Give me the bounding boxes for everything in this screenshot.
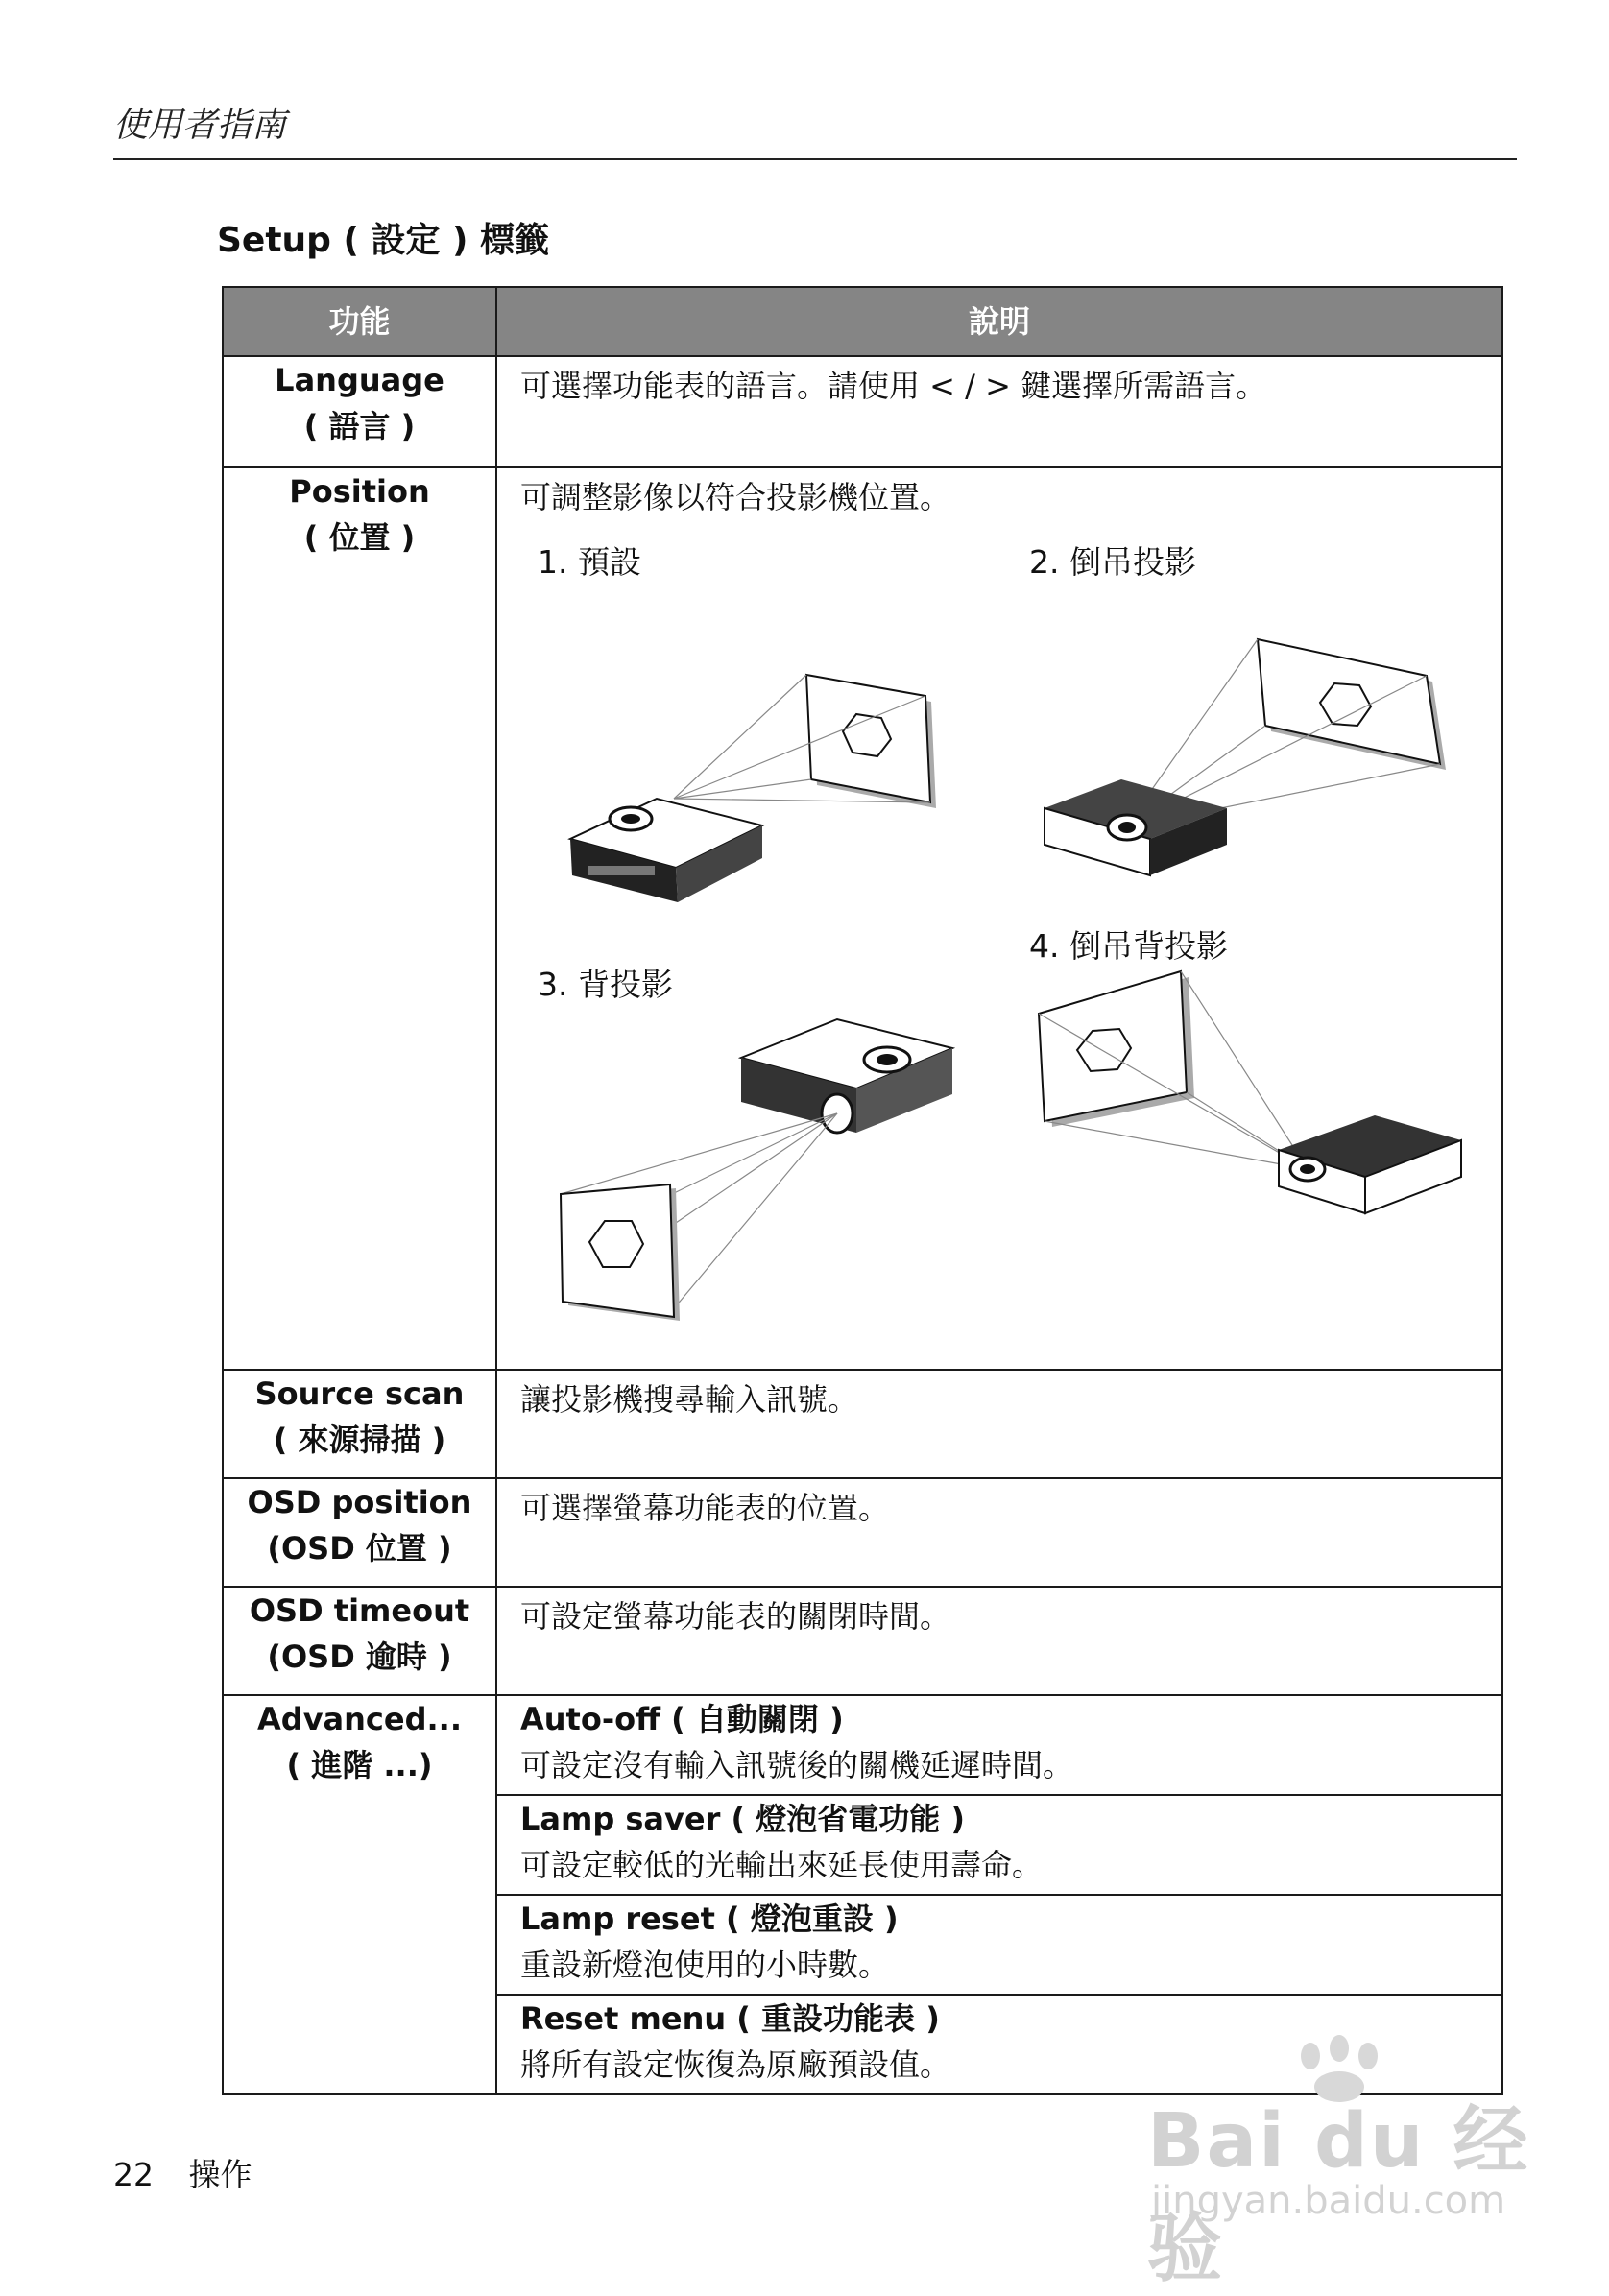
desc-osd-position: 可選擇螢幕功能表的位置。 (496, 1478, 1502, 1587)
advanced-item-title: Reset menu ( 重設功能表 ) (520, 2000, 940, 2037)
header-description: 說明 (496, 287, 1502, 356)
advanced-item-title: Lamp saver ( 燈泡省電功能 ) (520, 1801, 966, 1837)
screen-icon (1258, 639, 1446, 770)
fn-label-zh: (OSD 逾時 ) (267, 1638, 452, 1675)
fn-label-zh: ( 位置 ) (303, 519, 416, 556)
settings-table (222, 286, 1503, 2095)
page-number: 22 (113, 2156, 154, 2193)
illustration-rear (549, 1000, 991, 1346)
mode-label-front: 1. 預設 (538, 543, 641, 581)
mode-label-ceiling: 2. 倒吊投影 (1029, 543, 1196, 581)
projector-icon (741, 1019, 952, 1133)
advanced-item-title: Auto-off ( 自動關閉 ) (520, 1701, 844, 1737)
desc-osd-timeout: 可設定螢幕功能表的關閉時間。 (496, 1587, 1502, 1695)
header-function: 功能 (223, 287, 496, 356)
fn-label-en: Source scan (254, 1375, 465, 1412)
fn-label-zh: (OSD 位置 ) (267, 1530, 452, 1567)
fn-language (223, 356, 496, 467)
table-header-row (223, 287, 1502, 356)
fn-label-en: OSD position (247, 1484, 472, 1520)
fn-label-zh: ( 來源掃描 ) (273, 1422, 446, 1458)
position-intro: 可調整影像以符合投影機位置。 (520, 479, 951, 515)
running-header: 使用者指南 (113, 106, 287, 145)
advanced-item-title: Lamp reset ( 燈泡重設 ) (520, 1901, 899, 1937)
watermark-logo: Bai du 经验 (1147, 2098, 1530, 2292)
watermark (1138, 2035, 1541, 2292)
watermark-url: jingyan.baidu.com (1151, 2179, 1506, 2223)
desc-source-scan: 讓投影機搜尋輸入訊號。 (496, 1370, 1502, 1478)
advanced-item-lamp-reset (497, 1896, 1501, 1996)
fn-advanced (223, 1695, 496, 2094)
section-title: Setup ( 設定 ) 標籤 (217, 221, 549, 260)
advanced-item-text: 重設新燈泡使用的小時數。 (520, 1947, 890, 1983)
advanced-item-text: 可設定沒有輸入訊號後的關機延遲時間。 (520, 1747, 1074, 1783)
row-source-scan (223, 1370, 1502, 1478)
fn-label-en: Language (275, 362, 444, 398)
illustration-ceiling (1029, 587, 1452, 904)
screen-icon (1039, 971, 1194, 1127)
advanced-item-text: 可設定較低的光輸出來延長使用壽命。 (520, 1847, 1044, 1883)
fn-source-scan (223, 1370, 496, 1478)
row-osd-position (223, 1478, 1502, 1587)
projector-icon (1279, 1115, 1461, 1213)
position-illustrations (520, 520, 1478, 1355)
fn-label-zh: ( 語言 ) (303, 408, 416, 444)
mode-label-rear: 3. 背投影 (538, 966, 673, 1003)
fn-osd-position (223, 1478, 496, 1587)
projector-icon (570, 799, 762, 902)
desc-position (496, 467, 1502, 1370)
page-footer (113, 2150, 252, 2195)
row-osd-timeout (223, 1587, 1502, 1695)
screen-icon (806, 675, 936, 808)
advanced-item-lamp-saver (497, 1796, 1501, 1896)
projector-icon (1045, 779, 1227, 875)
fn-position (223, 467, 496, 1370)
desc-language: 可選擇功能表的語言。請使用 < / > 鍵選擇所需語言。 (496, 356, 1502, 467)
row-language (223, 356, 1502, 467)
advanced-item-auto-off (497, 1696, 1501, 1796)
fn-label-zh: ( 進階 ...) (286, 1747, 433, 1783)
advanced-item-text: 將所有設定恢復為原廠預設值。 (520, 2046, 951, 2083)
illustration-rear-ceiling (1029, 962, 1471, 1307)
screen-icon (561, 1184, 680, 1321)
row-position (223, 467, 1502, 1370)
header-rule (113, 158, 1517, 160)
illustration-front (549, 587, 952, 904)
mode-label-rear-ceiling: 4. 倒吊背投影 (1029, 927, 1228, 965)
fn-label-en: Advanced... (257, 1701, 462, 1737)
fn-label-en: Position (289, 473, 430, 510)
fn-osd-timeout (223, 1587, 496, 1695)
fn-label-en: OSD timeout (249, 1592, 470, 1629)
chapter-name: 操作 (188, 2156, 252, 2193)
